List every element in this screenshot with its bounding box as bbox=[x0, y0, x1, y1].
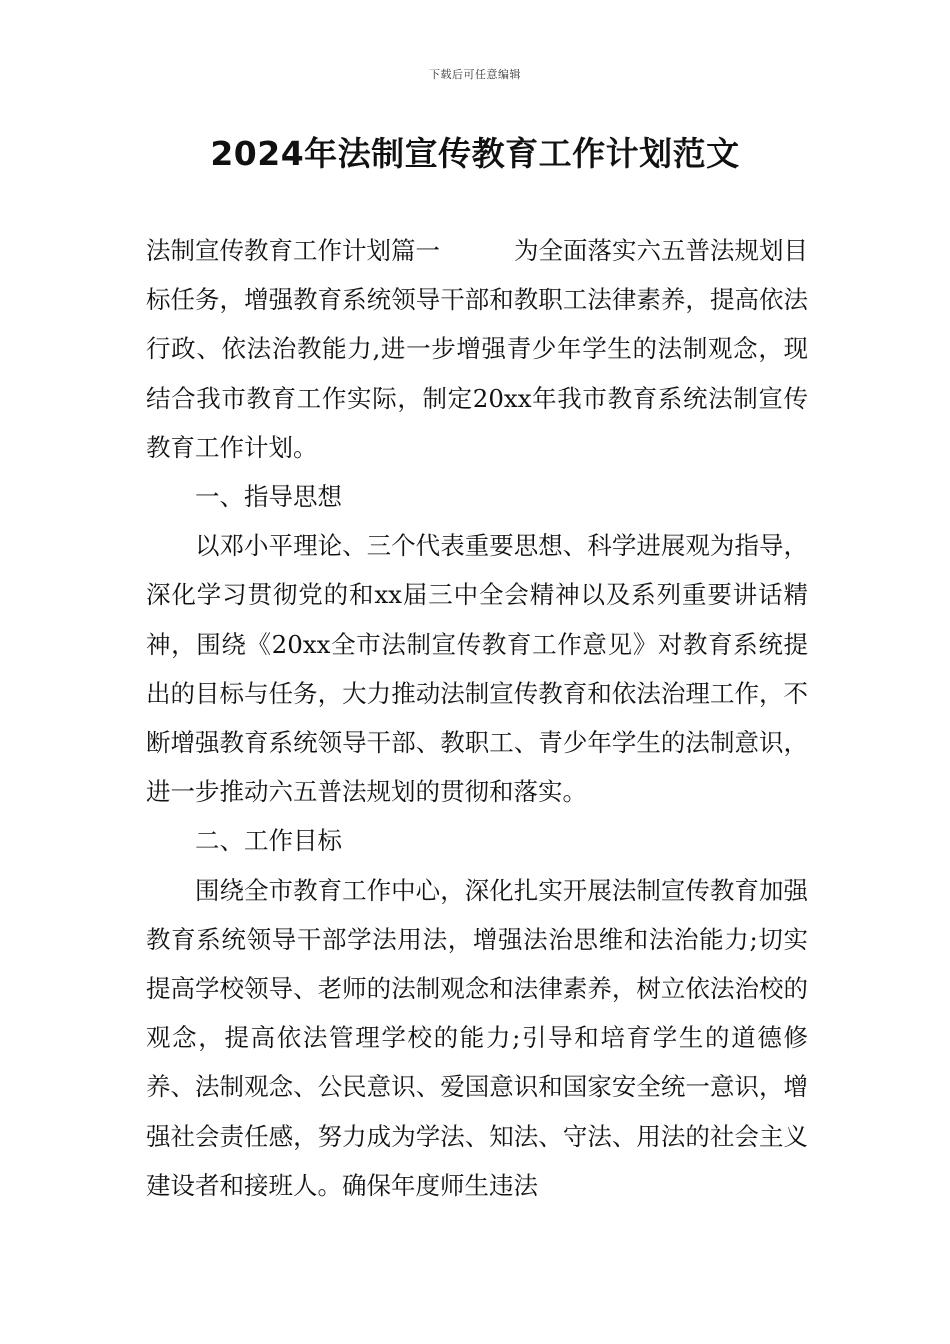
intro-text: 为全面落实六五普法规划目标任务，增强教育系统领导干部和教职工法律素养，提高依法行政、依法治教能力,进一步增强青少年学生的法制观念，现结合我市教育工作实际，制定20xx年我市教育系统法制宣传教育工作计划。 bbox=[146, 236, 808, 462]
document-title: 2024年法制宣传教育工作计划范文 bbox=[210, 134, 740, 173]
section-heading-work-goals: 二、工作目标 bbox=[195, 826, 342, 856]
document-body bbox=[146, 226, 808, 1210]
intro-paragraph bbox=[146, 226, 808, 472]
section-paragraph-guiding-thought: 以邓小平理论、三个代表重要思想、科学进展观为指导，深化学习贯彻党的和xx届三中全会精神以及系列重要讲话精神，围绕《20xx全市法制宣传教育工作意见》对教育系统提出的目标与任务，大力推动法制宣传教育和依法治理工作，不断增强教育系统领导干部、教职工、青少年学生的法制意识，进一步推动六五普法规划的贯彻和落实。 bbox=[146, 531, 808, 807]
section-paragraph-work-goals: 围绕全市教育工作中心，深化扎实开展法制宣传教育加强教育系统领导干部学法用法，增强法治思维和法治能力;切实提高学校领导、老师的法制观念和法律素养，树立依法治校的观念，提高依法管理学校的能力;引导和培育学生的道德修养、法制观念、公民意识、爱国意识和国家安全统一意识，增强社会责任感，努力成为学法、知法、守法、用法的社会主义建设者和接班人。确保年度师生违法 bbox=[146, 875, 808, 1200]
header-note: 下载后可任意编辑 bbox=[429, 68, 521, 81]
intro-label: 法制宣传教育工作计划篇一 bbox=[146, 236, 440, 265]
section-heading-guiding-thought: 一、指导思想 bbox=[195, 482, 342, 512]
